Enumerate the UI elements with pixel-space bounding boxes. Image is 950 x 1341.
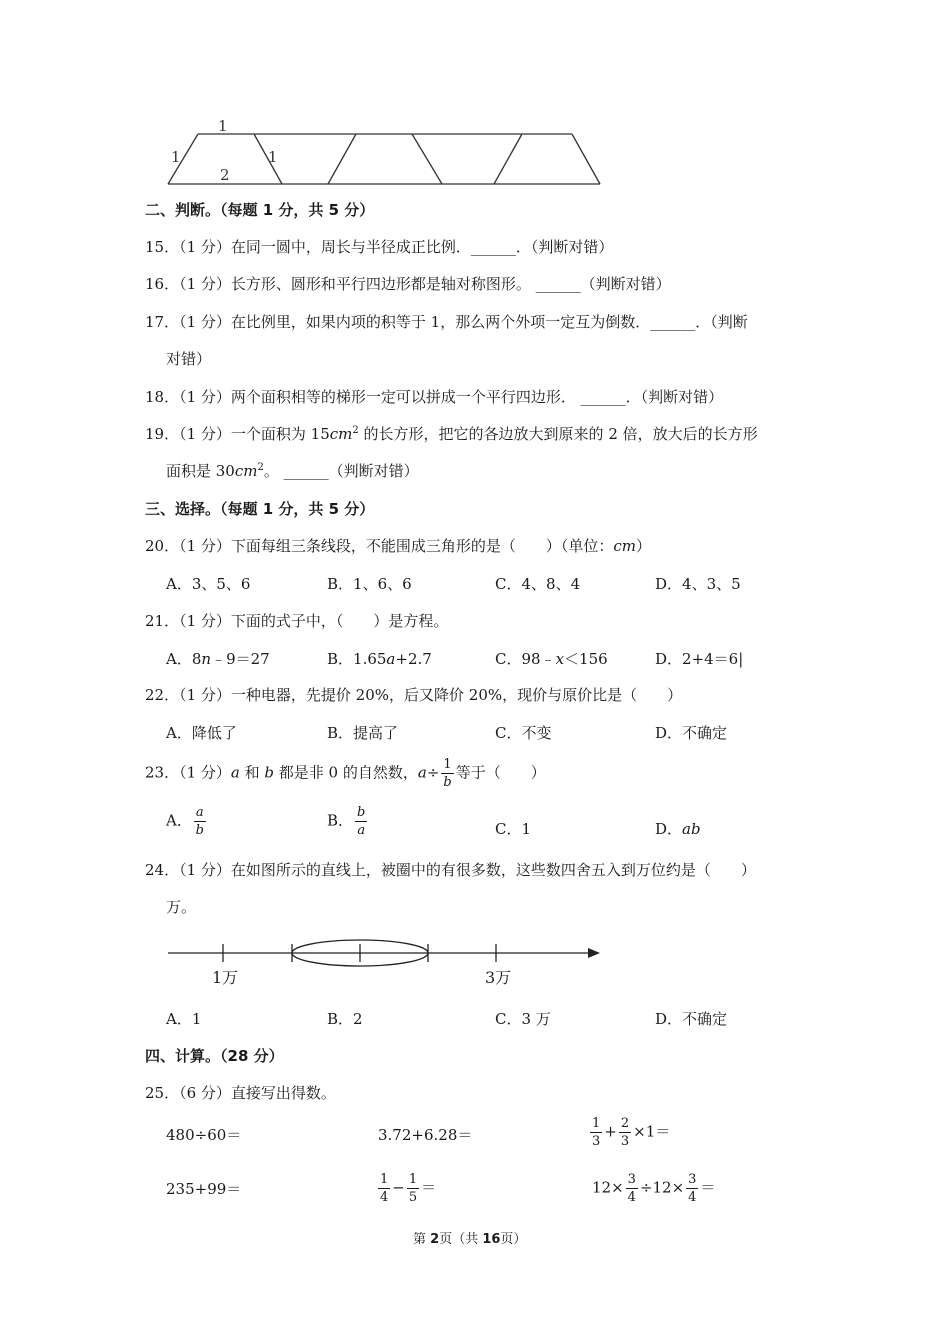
q23-option-d[interactable] <box>655 818 701 839</box>
footer-page-number: 2 <box>430 1232 440 1247</box>
r2c2-n2: 1 <box>408 1172 418 1187</box>
q19-sup-b: 2 <box>257 462 264 473</box>
q23-a-frac <box>194 806 206 837</box>
q23-b-den: a <box>357 823 366 838</box>
page-footer <box>413 1228 526 1247</box>
q23-var-b: b <box>264 763 275 782</box>
figure-right-side <box>572 134 600 184</box>
q22-option-c[interactable]: C．不变 <box>495 724 552 742</box>
q24-option-d[interactable]: D．不确定 <box>655 1010 728 1028</box>
q21-b-pre: B．1.65 <box>327 650 387 668</box>
q23-a-num: a <box>195 805 204 820</box>
r2c3-d1: 4 <box>627 1190 636 1205</box>
r2c2-d1: 4 <box>380 1190 389 1205</box>
calc-r2c2 <box>376 1173 436 1204</box>
r1c3-plus: + <box>604 1122 617 1141</box>
r2c3-pre: 12× <box>592 1178 624 1197</box>
q23-var-a: a <box>230 763 240 782</box>
question-17-line2: 对错） <box>166 350 212 368</box>
calc-r2c3 <box>592 1173 715 1204</box>
number-line-figure <box>160 930 610 990</box>
r2c3-d2: 4 <box>688 1190 697 1205</box>
r2c2-minus: − <box>392 1178 405 1197</box>
r1c3-frac2 <box>619 1117 631 1148</box>
question-20 <box>145 535 651 556</box>
q20-option-d[interactable]: D．4、3、5 <box>655 575 741 593</box>
calc-r1c1: 480÷60＝ <box>166 1126 242 1144</box>
q21-a-post: ﹣9＝27 <box>211 650 270 668</box>
q23-post: 等于（ ） <box>455 763 546 782</box>
r2c3-frac2 <box>686 1173 698 1204</box>
q20-unit: cm <box>613 537 637 555</box>
q19-text-b: 面积是 30 <box>166 462 235 480</box>
q23-pre: 23．（1 分） <box>145 763 231 782</box>
r2c2-post: ＝ <box>421 1178 437 1197</box>
q21-c-post: ＜156 <box>564 650 608 668</box>
calc-r1c2: 3.72+6.28＝ <box>378 1126 473 1144</box>
q20-option-c[interactable]: C．4、8、4 <box>495 575 581 593</box>
q23-var-a2: a <box>417 763 427 782</box>
q20-close: ） <box>636 537 652 555</box>
q22-option-d[interactable]: D．不确定 <box>655 724 728 742</box>
q23-a-den: b <box>195 823 204 838</box>
question-25: 25．（6 分）直接写出得数。 <box>145 1084 336 1102</box>
q24-option-b[interactable]: B．2 <box>327 1010 363 1028</box>
r1c3-d2: 3 <box>620 1134 630 1149</box>
q23-div: ÷ <box>426 763 440 782</box>
figure-label-top: 1 <box>218 117 228 135</box>
r1c3-n1: 1 <box>592 1116 601 1131</box>
footer-post: 页） <box>500 1232 527 1247</box>
question-23 <box>145 758 546 789</box>
q23-a-label: A． <box>166 811 192 830</box>
question-17-line1: 17．（1 分）在比例里，如果内项的积等于 1，那么两个外项一定互为倒数．______．（判断 <box>145 313 748 331</box>
q21-a-var: n <box>201 650 212 668</box>
q23-fraction <box>441 758 453 789</box>
q23-b-label: B． <box>327 811 354 830</box>
q21-option-a[interactable] <box>166 648 270 669</box>
footer-mid: 页（共 <box>439 1232 483 1247</box>
q20-option-a[interactable]: A．3、5、6 <box>166 575 251 593</box>
q24-option-c[interactable]: C．3 万 <box>495 1010 551 1028</box>
q20-option-b[interactable]: B．1、6、6 <box>327 575 412 593</box>
q21-option-c[interactable] <box>495 648 608 669</box>
q24-option-a[interactable]: A．1 <box>166 1010 202 1028</box>
footer-total-pages: 16 <box>482 1232 501 1247</box>
q22-option-b[interactable]: B．提高了 <box>327 724 399 742</box>
question-22: 22．（1 分）一种电器，先提价 20%，后又降价 20%，现价与原价比是（ ） <box>145 686 683 704</box>
q20-text: 20．（1 分）下面每组三条线段，不能围成三角形的是（ ）（单位： <box>145 537 614 555</box>
figure-label-bottom: 2 <box>220 166 230 184</box>
q19-unit-a: cm <box>329 425 353 443</box>
figure-divider-4 <box>494 134 522 184</box>
question-24-line2: 万。 <box>166 898 197 916</box>
q23-frac-num: 1 <box>443 757 452 772</box>
q21-option-d[interactable]: D．2+4＝6| <box>655 650 744 668</box>
r2c3-n1: 3 <box>627 1172 636 1187</box>
question-15: 15．（1 分）在同一圆中，周长与半径成正比例．______．（判断对错） <box>145 238 614 256</box>
r2c3-mid: ÷12× <box>639 1178 685 1197</box>
r2c2-n1: 1 <box>380 1172 389 1187</box>
numline-label-1wan: 1万 <box>212 968 239 987</box>
r1c3-d1: 3 <box>592 1134 601 1149</box>
r2c3-frac1 <box>626 1173 638 1204</box>
figure-label-inner: 1 <box>268 148 278 166</box>
question-24-line1: 24．（1 分）在如图所示的直线上，被圈中的有很多数，这些数四舍五入到万位约是（ ） <box>145 861 756 879</box>
q19-sup-a: 2 <box>352 425 359 436</box>
number-line-arrow <box>588 948 600 958</box>
r2c2-frac1 <box>378 1173 390 1204</box>
question-18: 18．（1 分）两个面积相等的梯形一定可以拼成一个平行四边形． ______．（判断对错） <box>145 388 724 406</box>
q19-text-a-post: 的长方形，把它的各边放大到原来的 2 倍，放大后的长方形 <box>363 425 758 443</box>
q23-d-var: ab <box>682 820 701 838</box>
q23-d-label: D． <box>655 820 683 838</box>
q21-a-pre: A．8 <box>166 650 202 668</box>
question-19-line1 <box>145 423 758 444</box>
q23-option-a[interactable] <box>166 806 208 837</box>
q19-unit-b: cm <box>234 462 258 480</box>
parallelogram-figure <box>160 112 610 192</box>
q23-frac-den: b <box>443 775 452 790</box>
q21-b-post: +2.7 <box>395 650 432 668</box>
q21-c-var: x <box>555 650 565 668</box>
q23-mid1: 和 <box>239 763 265 782</box>
figure-label-left: 1 <box>171 148 181 166</box>
r2c3-post: ＝ <box>700 1178 716 1197</box>
q23-option-c[interactable]: C．1 <box>495 820 532 838</box>
calc-r2c1: 235+99＝ <box>166 1180 242 1198</box>
section2-title: 二、判断。（每题 1 分，共 5 分） <box>145 201 375 219</box>
section3-title: 三、选择。（每题 1 分，共 5 分） <box>145 500 375 518</box>
calc-r1c3 <box>588 1117 670 1148</box>
q21-b-var: a <box>386 650 396 668</box>
q21-option-b[interactable] <box>327 648 432 669</box>
question-16: 16．（1 分）长方形、圆形和平行四边形都是轴对称图形。 ______（判断对错） <box>145 275 671 293</box>
section4-title: 四、计算。（28 分） <box>145 1047 284 1065</box>
q23-mid2: 都是非 0 的自然数， <box>274 763 418 782</box>
q23-option-b[interactable] <box>327 806 369 837</box>
figure-divider-3 <box>412 134 442 184</box>
figure-divider-2 <box>328 134 356 184</box>
q23-b-num: b <box>357 805 366 820</box>
q23-b-frac <box>355 806 367 837</box>
q19-text-a: 19．（1 分）一个面积为 15 <box>145 425 330 443</box>
numline-label-3wan: 3万 <box>485 968 512 987</box>
q21-c-pre: C．98﹣ <box>495 650 556 668</box>
question-21: 21．（1 分）下面的式子中，（ ）是方程。 <box>145 612 449 630</box>
q19-text-b-post: 。 ______（判断对错） <box>263 462 419 480</box>
footer-pre: 第 <box>413 1232 431 1247</box>
r2c3-n2: 3 <box>688 1172 697 1187</box>
r1c3-post: ×1＝ <box>633 1122 671 1141</box>
r2c2-d2: 5 <box>408 1190 418 1205</box>
question-19-line2 <box>166 460 419 481</box>
r1c3-n2: 2 <box>620 1116 630 1131</box>
r1c3-frac1 <box>590 1117 602 1148</box>
q22-option-a[interactable]: A．降低了 <box>166 724 237 742</box>
r2c2-frac2 <box>407 1173 419 1204</box>
